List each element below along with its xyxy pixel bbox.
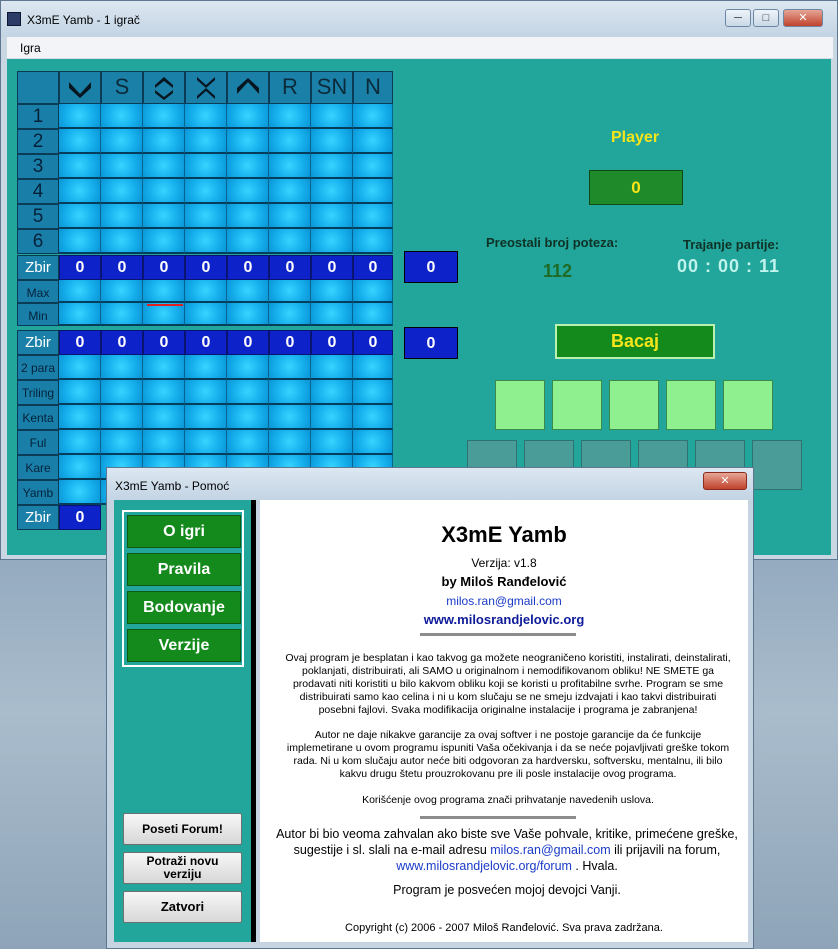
score-cell-triling[interactable]	[269, 380, 311, 405]
row-label-4: 4	[17, 179, 59, 204]
col-n[interactable]: N	[353, 71, 393, 104]
score-cell-max[interactable]	[143, 280, 185, 303]
copyright-text: Copyright (c) 2006 - 2007 Miloš Ranđelović. Sva prava zadržana.	[345, 922, 663, 934]
nav-pravila[interactable]: Pravila	[127, 553, 241, 586]
score-cell-3[interactable]	[101, 154, 143, 179]
score-cell-min[interactable]	[227, 303, 269, 326]
player-score: 0	[589, 170, 683, 205]
score-cell-kare[interactable]	[59, 455, 101, 480]
col-mid-icon[interactable]	[185, 71, 227, 104]
score-cell-min[interactable]	[269, 303, 311, 326]
help-dialog	[106, 467, 754, 949]
sum-value: 0	[143, 330, 185, 355]
col-r[interactable]: R	[269, 71, 311, 104]
score-cell-3[interactable]	[269, 154, 311, 179]
window-title: X3mE Yamb - 1 igrač	[27, 13, 140, 27]
author-text: by Miloš Ranđelović	[441, 574, 567, 589]
score-cell-triling[interactable]	[59, 380, 101, 405]
score-cell-kenta[interactable]	[185, 405, 227, 430]
nav-o-igri[interactable]: O igri	[127, 515, 241, 548]
score-cell-ful[interactable]	[227, 430, 269, 455]
score-cell-2-para[interactable]	[353, 355, 393, 380]
nav-bodovanje[interactable]: Bodovanje	[127, 591, 241, 624]
main-titlebar[interactable]	[1, 1, 837, 37]
help-dialog-title: X3mE Yamb - Pomoć	[115, 479, 230, 493]
score-cell-kenta[interactable]	[101, 405, 143, 430]
score-cell-ful[interactable]	[101, 430, 143, 455]
minimize-button[interactable]: ─	[725, 9, 751, 27]
remaining-moves-value: 112	[543, 261, 573, 281]
sum-value: 0	[269, 255, 311, 280]
menu-igra[interactable]: Igra	[20, 41, 41, 55]
duration-value: 00 : 00 : 11	[677, 256, 781, 276]
row-label-3: 3	[17, 154, 59, 179]
score-cell-kenta[interactable]	[269, 405, 311, 430]
score-cell-2-para[interactable]	[269, 355, 311, 380]
row-label-2: 2	[17, 129, 59, 154]
sum-value: 0	[185, 255, 227, 280]
score-cell-ful[interactable]	[59, 430, 101, 455]
col-sn[interactable]: SN	[311, 71, 353, 104]
roll-button[interactable]: Bacaj	[555, 324, 715, 359]
score-cell-2[interactable]	[101, 129, 143, 154]
sum-label: Zbir	[17, 505, 59, 530]
score-cell-triling[interactable]	[311, 380, 353, 405]
score-cell-kenta[interactable]	[143, 405, 185, 430]
score-cell-min[interactable]	[311, 303, 353, 326]
score-cell-3[interactable]	[143, 154, 185, 179]
score-cell-kenta[interactable]	[59, 405, 101, 430]
score-cell-6[interactable]	[227, 229, 269, 254]
score-cell-triling[interactable]	[227, 380, 269, 405]
die-4[interactable]	[666, 380, 716, 430]
row-label-triling: Triling	[17, 380, 59, 405]
check-update-line2: verziju	[163, 867, 202, 881]
score-cell-3[interactable]	[227, 154, 269, 179]
feedback-paragraph	[274, 826, 740, 874]
score-cell-4[interactable]	[227, 179, 269, 204]
score-cell-2-para[interactable]	[227, 355, 269, 380]
close-button[interactable]: ✕	[783, 9, 823, 27]
sum-value: 0	[185, 330, 227, 355]
sum-value: 0	[143, 255, 185, 280]
help-sidebar	[114, 500, 256, 942]
score-cell-2[interactable]	[269, 129, 311, 154]
sum-label: Zbir	[17, 255, 59, 280]
duration-label: Trajanje partije:	[683, 237, 780, 252]
license-paragraph: Ovaj program je besplatan i kao takvog ga možete neograničeno koristiti, instalirati, deinstalirati, poklanjati, distribuirati, ali SAMO u originalnom i nemodifikovanom obliku! NE SMETE ga prodavati niti koristiti u bilo kakvom obliku koji se koristi u profitabilne svrhe. Program se sme distribuirati samo kao celina i ni u kom slučaju se ne smeju izdvajati i kao takvi distribuirati posebni fajlovi. Svaka modifikacija originalne instalacije i programa je zabranjena!	[285, 652, 731, 716]
row-label-kenta: Kenta	[17, 405, 59, 430]
score-cell-max[interactable]	[185, 280, 227, 303]
help-nav	[122, 510, 244, 667]
score-cell-1[interactable]	[227, 104, 269, 129]
row-label-ful: Ful	[17, 430, 59, 455]
score-cell-6[interactable]	[311, 229, 353, 254]
die-1[interactable]	[495, 380, 545, 430]
close-help-button[interactable]: Zatvori	[123, 891, 242, 923]
score-cell-kenta[interactable]	[227, 405, 269, 430]
score-cell-3[interactable]	[185, 154, 227, 179]
score-cell-4[interactable]	[185, 179, 227, 204]
sum-value: 0	[311, 330, 353, 355]
app-title: X3mE Yamb	[441, 522, 567, 547]
score-cell-min[interactable]	[143, 303, 185, 326]
score-cell-6[interactable]	[353, 229, 393, 254]
score-cell-4[interactable]	[101, 179, 143, 204]
app-icon	[7, 12, 21, 26]
held-die-slot-6[interactable]	[752, 440, 802, 490]
score-cell-2[interactable]	[353, 129, 393, 154]
row-label-max: Max	[17, 280, 59, 303]
sum-value: 0	[59, 330, 101, 355]
score-cell-2-para[interactable]	[101, 355, 143, 380]
sum-value: 0	[311, 255, 353, 280]
score-cell-ful[interactable]	[185, 430, 227, 455]
score-cell-1[interactable]	[143, 104, 185, 129]
score-cell-1[interactable]	[311, 104, 353, 129]
divider	[420, 633, 576, 636]
row-label-yamb: Yamb	[17, 480, 59, 505]
col-updown-icon[interactable]	[143, 71, 185, 104]
score-cell-min[interactable]	[101, 303, 143, 326]
sum-label: Zbir	[17, 330, 59, 355]
forum-link[interactable]: www.milosrandjelovic.org/forum	[396, 859, 572, 873]
score-cell-2[interactable]	[185, 129, 227, 154]
col-down-icon[interactable]	[59, 71, 101, 104]
score-cell-1[interactable]	[59, 104, 101, 129]
sum-value: 0	[353, 255, 393, 280]
visit-forum-button[interactable]: Poseti Forum!	[123, 813, 242, 845]
sum-value: 0	[227, 255, 269, 280]
score-cell-4[interactable]	[311, 179, 353, 204]
nav-verzije[interactable]: Verzije	[127, 629, 241, 662]
score-cell-6[interactable]	[143, 229, 185, 254]
score-cell-2-para[interactable]	[311, 355, 353, 380]
version-text: Verzija: v1.8	[471, 556, 537, 570]
score-cell-triling[interactable]	[353, 380, 393, 405]
score-cell-min[interactable]	[353, 303, 393, 326]
row-label-2-para: 2 para	[17, 355, 59, 380]
score-cell-2[interactable]	[311, 129, 353, 154]
dedication-text: Program je posvećen mojoj devojci Vanji.	[393, 883, 621, 897]
corner-cell	[17, 71, 59, 104]
sum-value: 0	[101, 255, 143, 280]
row-label-min: Min	[17, 303, 59, 326]
acceptance-paragraph: Korišćenje ovog programa znači prihvatanje navedenih uslova.	[362, 794, 654, 806]
score-cell-2[interactable]	[59, 129, 101, 154]
check-update-line1: Potraži novu	[146, 854, 219, 868]
score-cell-max[interactable]	[59, 280, 101, 303]
score-cell-max[interactable]	[227, 280, 269, 303]
sum-value: 0	[59, 505, 101, 530]
author-website[interactable]: www.milosrandjelovic.org	[423, 612, 585, 627]
help-dialog-titlebar[interactable]	[107, 468, 753, 500]
score-cell-kenta[interactable]	[311, 405, 353, 430]
score-cell-6[interactable]	[59, 229, 101, 254]
col-up-icon[interactable]	[227, 71, 269, 104]
score-cell-2-para[interactable]	[59, 355, 101, 380]
row-label-1: 1	[17, 104, 59, 129]
score-cell-1[interactable]	[185, 104, 227, 129]
score-cell-ful[interactable]	[353, 430, 393, 455]
sum-value: 0	[269, 330, 311, 355]
row-label-kare: Kare	[17, 455, 59, 480]
score-cell-5[interactable]	[227, 204, 269, 229]
score-cell-5[interactable]	[311, 204, 353, 229]
score-cell-3[interactable]	[353, 154, 393, 179]
player-name: Player	[611, 129, 660, 146]
score-cell-yamb[interactable]	[59, 480, 101, 505]
score-cell-3[interactable]	[59, 154, 101, 179]
die-3[interactable]	[609, 380, 659, 430]
sum-value: 0	[101, 330, 143, 355]
score-cell-ful[interactable]	[143, 430, 185, 455]
score-cell-5[interactable]	[185, 204, 227, 229]
sum-value: 0	[59, 255, 101, 280]
score-cell-3[interactable]	[311, 154, 353, 179]
sum-value: 0	[353, 330, 393, 355]
help-close-button[interactable]: ✕	[703, 472, 747, 490]
side-sum-middle: 0	[404, 327, 458, 359]
score-cell-4[interactable]	[269, 179, 311, 204]
side-sum-upper: 0	[404, 251, 458, 283]
score-cell-triling[interactable]	[185, 380, 227, 405]
warranty-paragraph: Autor ne daje nikakve garancije za ovaj softver i ne postoje garancije da će funkcije implemetirane u ovom programu ispuniti Vaša očekivanja i da se neće pojavljivati greške tokom rada. Ni u kom slučaju autor neće biti odgovoran za hardversku, softversku, mentalnu, ili bilo kakvu drugu štetu prouzrokovanu pre ili posle instalacije ovog programa.	[286, 729, 730, 780]
score-cell-triling[interactable]	[143, 380, 185, 405]
score-cell-2-para[interactable]	[143, 355, 185, 380]
score-cell-2-para[interactable]	[185, 355, 227, 380]
score-cell-ful[interactable]	[269, 430, 311, 455]
score-cell-min[interactable]	[185, 303, 227, 326]
feedback-text-b: ili prijavili na forum,	[610, 843, 721, 857]
score-cell-4[interactable]	[143, 179, 185, 204]
score-cell-4[interactable]	[59, 179, 101, 204]
score-cell-ful[interactable]	[311, 430, 353, 455]
score-cell-6[interactable]	[101, 229, 143, 254]
score-cell-triling[interactable]	[101, 380, 143, 405]
score-cell-2[interactable]	[143, 129, 185, 154]
score-cell-5[interactable]	[269, 204, 311, 229]
maximize-button[interactable]: □	[753, 9, 779, 27]
score-cell-5[interactable]	[353, 204, 393, 229]
score-cell-6[interactable]	[269, 229, 311, 254]
score-cell-max[interactable]	[311, 280, 353, 303]
menubar	[7, 37, 833, 59]
die-5[interactable]	[723, 380, 773, 430]
die-2[interactable]	[552, 380, 602, 430]
score-cell-max[interactable]	[269, 280, 311, 303]
row-label-5: 5	[17, 204, 59, 229]
feedback-text-a: Autor bi bio veoma zahvalan ako biste sve Vaše pohvale, kritike, primećene greške, sugestije i sl. slali na e-mail adresu	[276, 827, 738, 857]
score-cell-1[interactable]	[269, 104, 311, 129]
feedback-text-c: . Hvala.	[571, 859, 618, 873]
score-cell-kenta[interactable]	[353, 405, 393, 430]
help-content	[260, 500, 748, 942]
divider	[420, 816, 576, 819]
author-email[interactable]: milos.ran@gmail.com	[446, 594, 562, 608]
score-cell-5[interactable]	[101, 204, 143, 229]
col-s[interactable]: S	[101, 71, 143, 104]
score-cell-6[interactable]	[185, 229, 227, 254]
score-cell-4[interactable]	[353, 179, 393, 204]
score-cell-2[interactable]	[227, 129, 269, 154]
score-cell-min[interactable]	[59, 303, 101, 326]
check-update-button[interactable]	[123, 852, 242, 884]
score-cell-5[interactable]	[59, 204, 101, 229]
score-cell-max[interactable]	[353, 280, 393, 303]
score-cell-5[interactable]	[143, 204, 185, 229]
row-label-6: 6	[17, 229, 59, 254]
remaining-moves-label: Preostali broj poteza:	[486, 235, 619, 250]
cell-marker	[147, 304, 183, 306]
score-cell-1[interactable]	[101, 104, 143, 129]
score-cell-max[interactable]	[101, 280, 143, 303]
score-cell-1[interactable]	[353, 104, 393, 129]
feedback-email-link[interactable]: milos.ran@gmail.com	[490, 843, 611, 857]
sum-value: 0	[227, 330, 269, 355]
